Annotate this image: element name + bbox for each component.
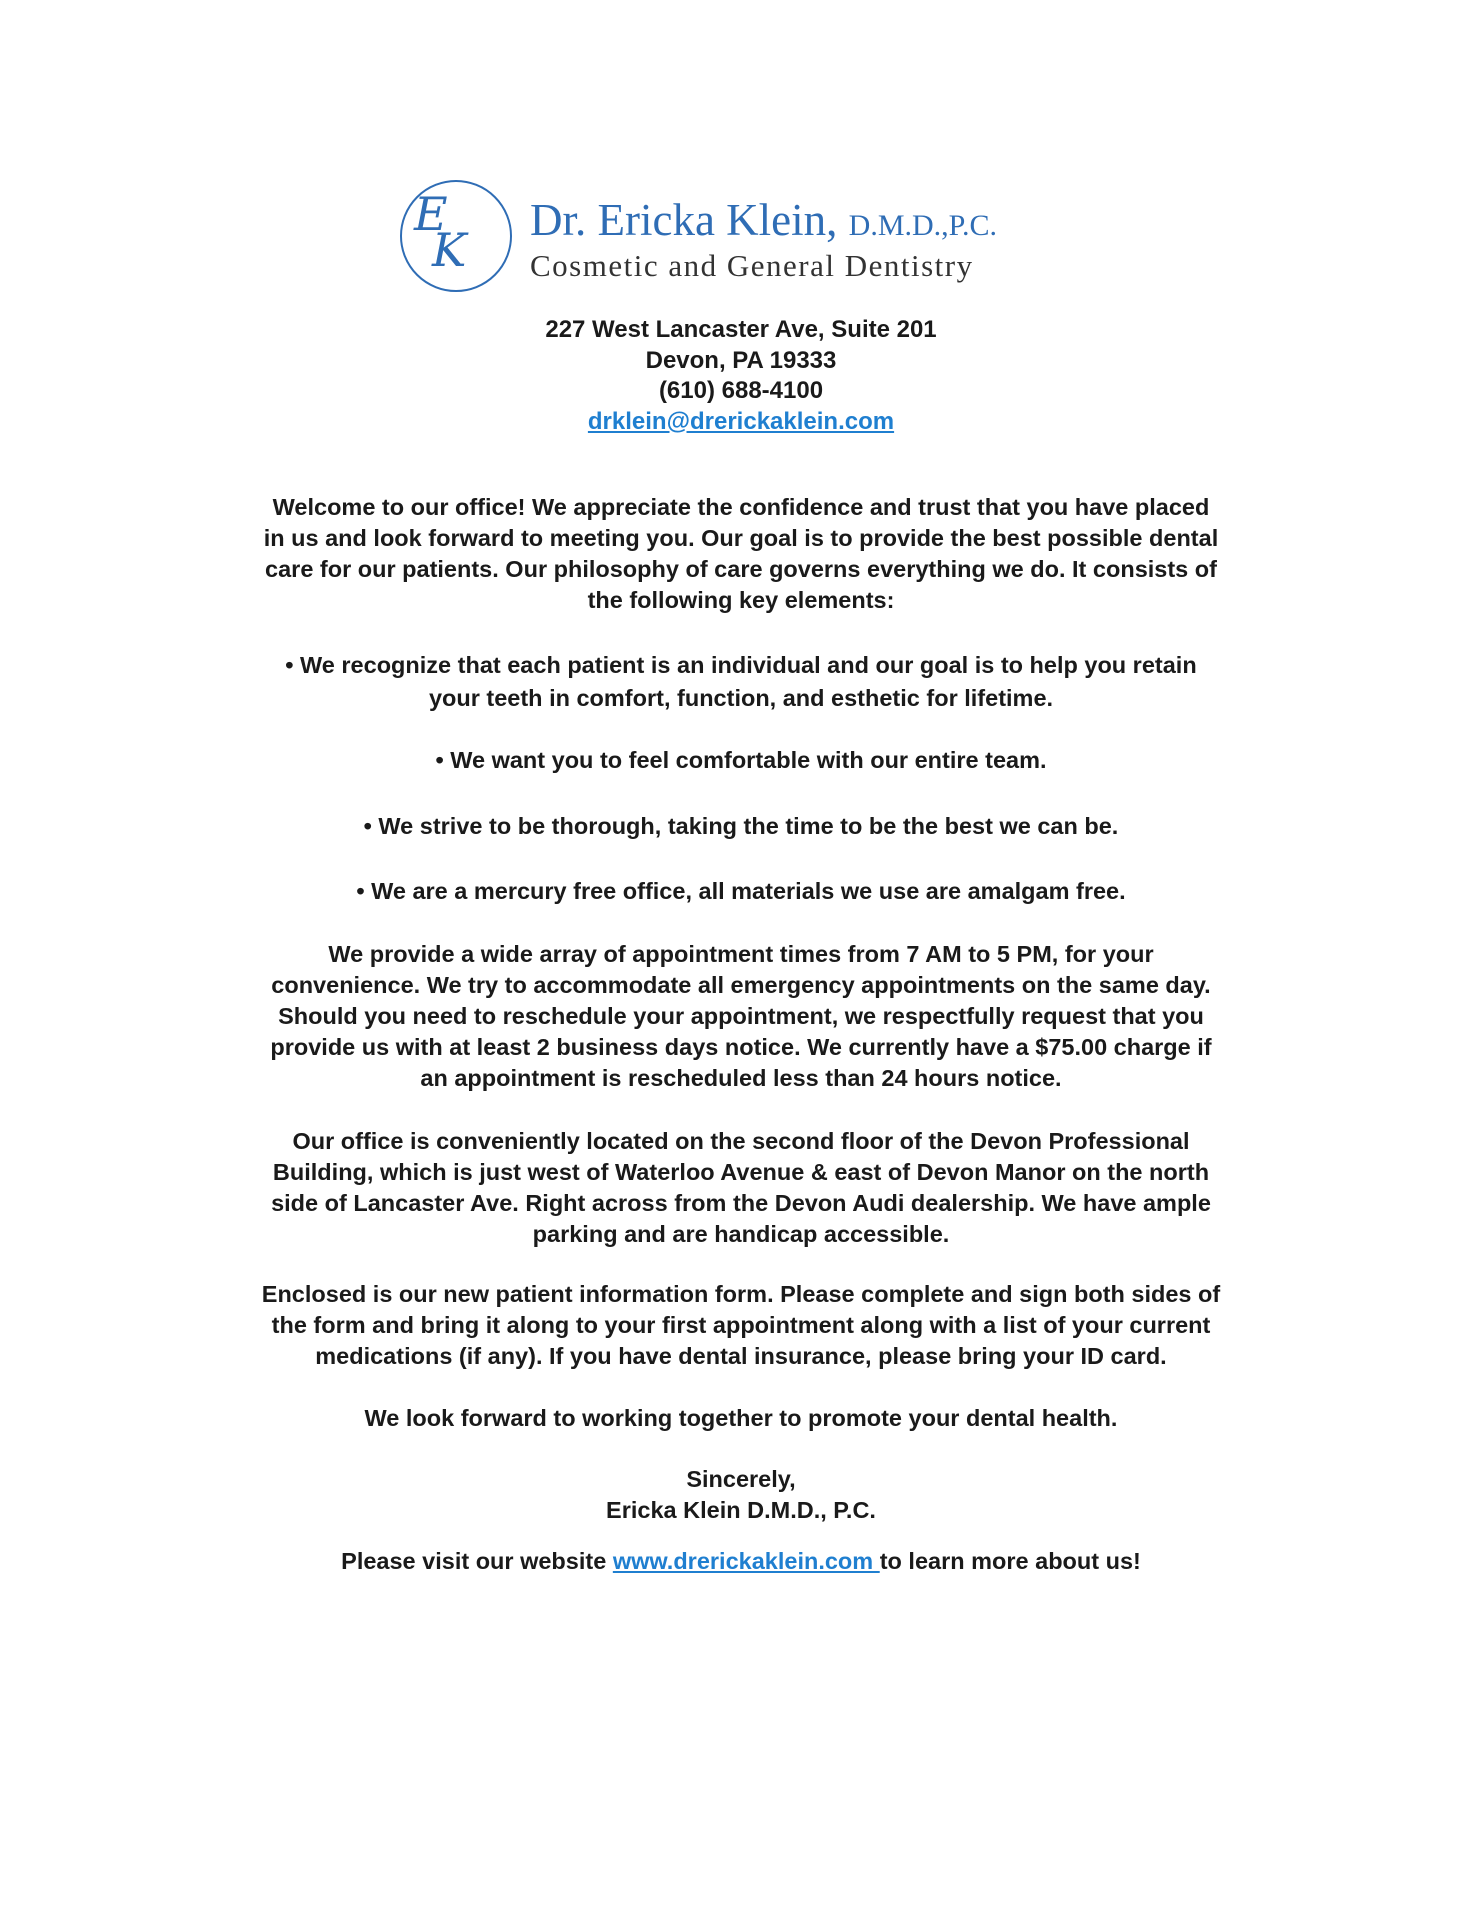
- text-line: • We want you to feel comfortable with our entire team.: [435, 747, 1047, 773]
- website-line: [0, 1546, 1482, 1577]
- text-line: Our office is conveniently located on the second floor of the Devon Professional: [292, 1128, 1190, 1154]
- text-line: We provide a wide array of appointment times from 7 AM to 5 PM, for your: [328, 941, 1154, 967]
- text-line: the following key elements:: [587, 587, 895, 613]
- phone: (610) 688-4100: [658, 377, 824, 405]
- text-line: Should you need to reschedule your appointment, we respectfully request that you: [278, 1003, 1204, 1029]
- bullet-3: [0, 811, 1482, 842]
- monogram: [414, 187, 467, 277]
- enclosed-paragraph: [0, 1279, 1482, 1372]
- monogram-k: K: [432, 223, 467, 277]
- website-suffix: to learn more about us!: [879, 1548, 1141, 1574]
- address-line: 227 West Lancaster Ave, Suite 201: [545, 316, 937, 343]
- letterhead-logo: [400, 180, 1060, 300]
- monogram-e: E: [414, 187, 448, 241]
- text-line: Building, which is just west of Waterloo Avenue & east of Devon Manor on the north: [272, 1159, 1210, 1185]
- text-line: Welcome to our office! We appreciate the confidence and trust that you have placed: [272, 494, 1210, 520]
- contact-info: [0, 315, 1482, 437]
- intro-paragraph: [0, 492, 1482, 616]
- signature-block: [0, 1464, 1482, 1526]
- tagline: Cosmetic and General Dentistry: [530, 248, 974, 283]
- text-line: an appointment is rescheduled less than 24 hours notice.: [420, 1065, 1062, 1091]
- city-line: Devon, PA 19333: [645, 346, 837, 374]
- doctor-name: Dr. Ericka Klein,: [530, 195, 838, 245]
- text-line: convenience. We try to accommodate all emergency appointments on the same day.: [271, 972, 1211, 998]
- email-link[interactable]: drklein@drerickaklein.com: [587, 407, 895, 435]
- signoff: Sincerely,: [686, 1466, 796, 1492]
- credentials: D.M.D.,P.C.: [848, 209, 998, 242]
- text-line: We look forward to working together to promote your dental health.: [364, 1405, 1118, 1431]
- signature: Ericka Klein D.M.D., P.C.: [606, 1497, 876, 1523]
- closing-line: [0, 1403, 1482, 1434]
- text-line: in us and look forward to meeting you. Our goal is to provide the best possible dental: [263, 525, 1219, 551]
- text-line: your teeth in comfort, function, and esthetic for lifetime.: [428, 685, 1054, 711]
- text-line: parking and are handicap accessible.: [532, 1221, 950, 1247]
- text-line: Enclosed is our new patient information form. Please complete and sign both sides of: [261, 1281, 1221, 1307]
- text-line: side of Lancaster Ave. Right across from the Devon Audi dealership. We have ample: [271, 1190, 1211, 1216]
- practice-name: [530, 194, 997, 246]
- text-line: provide us with at least 2 business days notice. We currently have a $75.00 charge if: [270, 1034, 1212, 1060]
- website-link[interactable]: www.drerickaklein.com: [612, 1548, 880, 1574]
- text-line: • We recognize that each patient is an individual and our goal is to help you retain: [285, 652, 1197, 678]
- bullet-2: [0, 745, 1482, 776]
- text-line: care for our patients. Our philosophy of care governs everything we do. It consists of: [265, 556, 1217, 582]
- text-line: medications (if any). If you have dental insurance, please bring your ID card.: [315, 1343, 1167, 1369]
- text-line: the form and bring it along to your first appointment along with a list of your current: [271, 1312, 1211, 1338]
- appointments-paragraph: [0, 939, 1482, 1094]
- website-prefix: Please visit our website: [341, 1548, 613, 1574]
- text-line: • We strive to be thorough, taking the time to be the best we can be.: [363, 813, 1119, 839]
- location-paragraph: [0, 1126, 1482, 1250]
- bullet-4: [0, 876, 1482, 907]
- bullet-1: [0, 649, 1482, 715]
- monogram-circle: [400, 180, 512, 292]
- text-line: • We are a mercury free office, all materials we use are amalgam free.: [356, 878, 1126, 904]
